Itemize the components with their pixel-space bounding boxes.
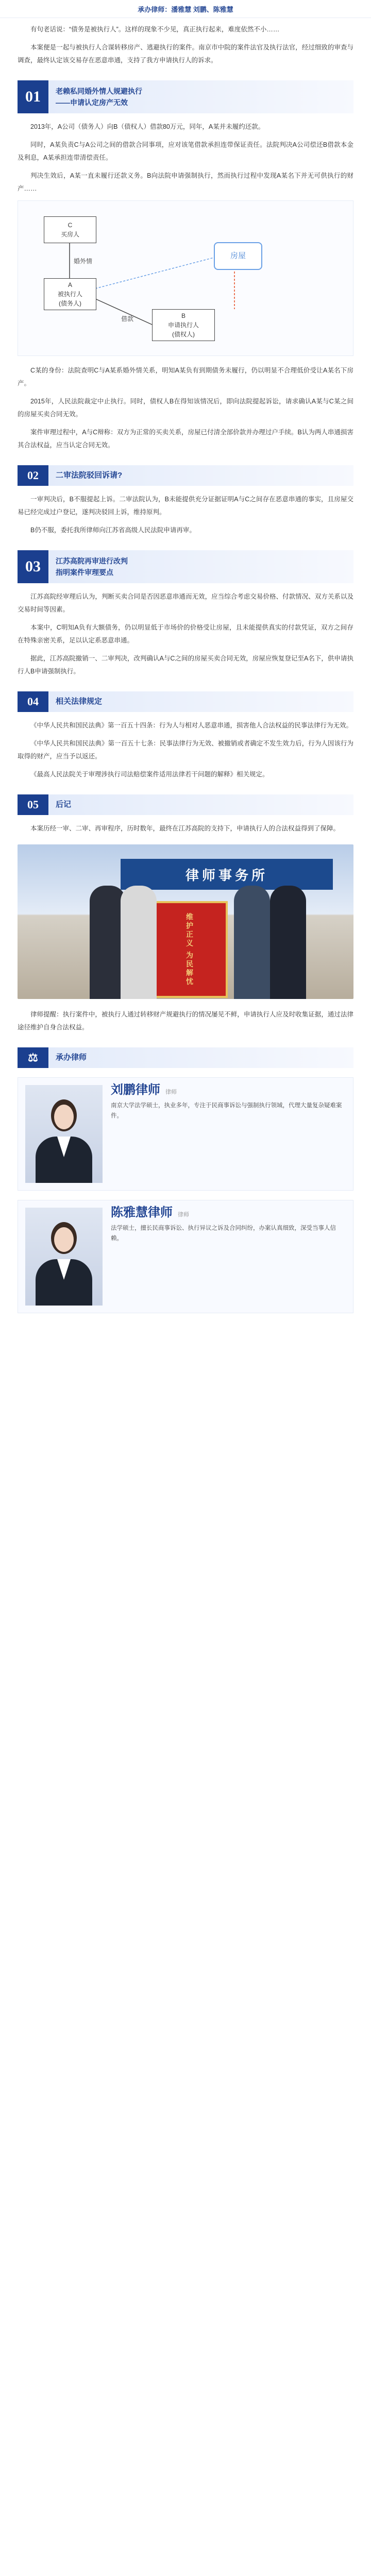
lawyer-name-row — [111, 1208, 346, 1220]
section-number: 02 — [18, 465, 48, 486]
relation-label-loan: 借款 — [121, 315, 134, 323]
section-title — [48, 80, 353, 113]
node-house: 房屋 — [214, 242, 262, 270]
body-paragraph: 同时，A某负责C与A公司之间的借款合同事项，应对该笔借款承担连带保证责任。法院判决A公司偿还B借款本金及利息，A某承担连带清偿责任。 — [18, 141, 353, 161]
section-title — [48, 794, 353, 815]
silk-banner: 维护正义 为民解忧 — [151, 901, 228, 998]
section-number: 04 — [18, 691, 48, 712]
section-title-text: 承办律师 — [56, 1053, 87, 1062]
node-b-label: B — [181, 312, 185, 319]
relationship-diagram — [18, 200, 353, 356]
body-paragraph: 据此，江苏高院撤销一、二审判决，改判确认A与C之间的房屋买卖合同无效，房屋应恢复登记至A名下，供申请执行人B申请强制执行。 — [18, 655, 353, 675]
section-number: ⚖ — [18, 1047, 48, 1068]
lawyer-bio: 法学硕士，擅长民商事诉讼、执行异议之诉及合同纠纷，办案认真细致，深受当事人信赖。 — [111, 1225, 336, 1242]
section-number: 01 — [18, 80, 48, 113]
section-number: 03 — [18, 550, 48, 583]
body-paragraph: C某的身份：法院查明C与A某系婚外情关系，明知A某负有到期债务未履行，仍以明显不合理低价受让A某名下房产。 — [18, 367, 353, 387]
body-paragraph: 案件审理过程中，A与C辩称：双方为正常的买卖关系，房屋已付清全部价款并办理过户手续。B认为两人串通损害其合法权益，应当认定合同无效。 — [18, 429, 353, 449]
body-paragraph: 本案历经一审、二审、再审程序，历时数年，最终在江苏高院的支持下，申请执行人的合法权益得到了保障。 — [30, 825, 340, 832]
node-b-sub: 申请执行人 — [167, 321, 199, 329]
section-header — [18, 691, 353, 712]
body-paragraph: B仍不服，委托我所律师向江苏省高级人民法院申请再审。 — [30, 527, 196, 534]
lawyer-role: 律师 — [165, 1089, 177, 1095]
body-paragraph: 判决生效后，A某一直未履行还款义务。B向法院申请强制执行，然而执行过程中发现A某名下并无可供执行的财产…… — [18, 172, 353, 192]
node-c-sub: 买房人 — [60, 231, 79, 238]
section-title — [48, 465, 353, 486]
lawyer-name-row — [111, 1085, 346, 1097]
lawyer-name: 刘鹏律师 — [111, 1083, 160, 1097]
node-b — [152, 309, 215, 341]
body-paragraph: 江苏高院经审理后认为，判断买卖合同是否因恶意串通而无效，应当综合考虑交易价格、付款情况、双方关系以及交易时间等因素。 — [18, 593, 353, 613]
section-title — [48, 691, 353, 712]
section-header — [18, 550, 353, 583]
section-title-text: 江苏高院再审进行改判 — [56, 557, 128, 565]
section-header — [18, 80, 353, 113]
body-paragraph: 2013年，A公司（债务人）向B（债权人）借款80万元，同年，A某并未履约还款。 — [30, 123, 265, 130]
lawyer-info — [111, 1085, 346, 1183]
lawyer-info — [111, 1208, 346, 1306]
lawyer-photo — [25, 1085, 103, 1183]
section-number: 05 — [18, 794, 48, 815]
section-header — [18, 465, 353, 486]
node-c — [44, 216, 96, 243]
section-title — [48, 1047, 353, 1068]
node-c-label: C — [68, 222, 73, 229]
article-content — [0, 23, 371, 1313]
team-photo — [18, 844, 353, 999]
lawyer-name: 陈雅慧律师 — [111, 1206, 173, 1219]
section-header — [18, 1047, 353, 1068]
intro-paragraph: 有句老话说：“债务是被执行人”。这样的现象不少见，真正执行起来，难度依然不小…… — [30, 26, 280, 33]
node-a-sub: 被执行人 — [57, 291, 82, 298]
relation-label-affair: 婚外情 — [74, 258, 93, 265]
body-paragraph: 一审判决后，B不服提起上诉。二审法院认为，B未能提供充分证据证明A与C之间存在恶意串通的事实，且房屋交易已经完成过户登记，遂判决驳回上诉，维持原判。 — [18, 496, 353, 516]
person-figure — [234, 886, 270, 999]
lawyer-bio: 南京大学法学硕士，执业多年，专注于民商事诉讼与强制执行领域，代理大量复杂疑难案件。 — [111, 1103, 342, 1119]
section-title — [48, 550, 353, 583]
body-paragraph: 本案中，C明知A负有大额债务，仍以明显低于市场价的价格受让房屋，且未能提供真实的付款凭证，双方之间存在特殊亲密关系，足以认定系恶意串通。 — [18, 624, 353, 644]
person-figure — [270, 886, 306, 999]
section-title-text: 二审法院驳回诉请? — [56, 471, 123, 480]
node-a-label: A — [68, 281, 72, 289]
law-paragraph: 《中华人民共和国民法典》第一百五十四条：行为人与相对人恶意串通，损害他人合法权益的民事法律行为无效。 — [30, 722, 353, 729]
section-subtitle: 指明案件审理要点 — [56, 568, 113, 577]
office-sign: 律师事务所 — [121, 859, 333, 890]
law-paragraph: 《最高人民法院关于审理涉执行司法赔偿案件适用法律若干问题的解释》相关规定。 — [30, 771, 269, 778]
body-paragraph: 律师提醒：执行案件中，被执行人通过转移财产规避执行的情况屡见不鲜，申请执行人应及时收集证据，通过法律途径维护自身合法权益。 — [18, 1011, 353, 1031]
line-a-house — [95, 258, 214, 289]
intro-paragraph: 本案便是一起与被执行人合谋转移房产、逃避执行的案件。南京市中院的案件法官及执行法官，经过细致的审查与调查，最终认定该交易存在恶意串通，支持了我方申请执行人的诉求。 — [18, 44, 353, 64]
body-paragraph: 2015年，人民法院裁定中止执行。同时，债权人B在得知该情况后，即向法院提起诉讼，请求确认A某与C某之间的房屋买卖合同无效。 — [18, 398, 353, 418]
node-a-sub2: (债务人) — [59, 300, 81, 307]
section-title-text: 老赖私同婚外情人规避执行 — [56, 87, 142, 95]
lawyer-card — [18, 1200, 353, 1313]
person-figure — [121, 886, 157, 999]
section-title-text: 相关法律规定 — [56, 697, 103, 706]
lawyer-role: 律师 — [178, 1212, 189, 1218]
page-header: 承办律师：潘雅慧 刘鹏、陈雅慧 — [0, 0, 371, 18]
section-title-text: 后记 — [56, 800, 72, 809]
node-b-sub2: (债权人) — [172, 331, 195, 338]
law-paragraph: 《中华人民共和国民法典》第一百五十七条：民事法律行为无效、被撤销或者确定不发生效力后，行为人因该行为取得的财产，应当予以返还。 — [18, 740, 353, 760]
lawyer-card — [18, 1077, 353, 1191]
section-subtitle: ——申请认定房产无效 — [56, 98, 128, 107]
section-header — [18, 794, 353, 815]
lawyer-photo — [25, 1208, 103, 1306]
node-a — [44, 278, 96, 310]
